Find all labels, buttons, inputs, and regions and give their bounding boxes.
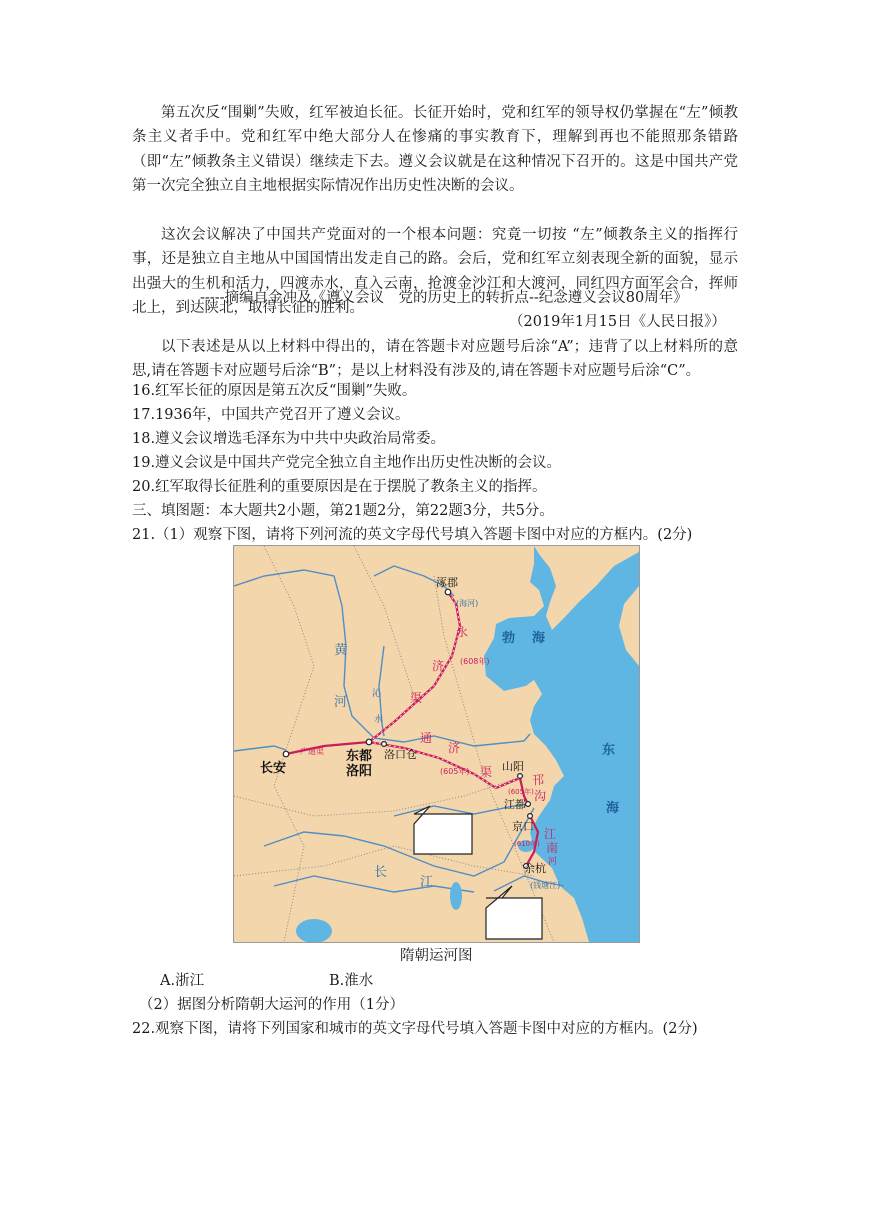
label-qin: 沁 [372, 689, 382, 699]
label-hangou-year: (605年) [508, 788, 534, 796]
label-yongji-2: 济 [432, 659, 445, 673]
passage-paragraph-2: 这次会议解决了中国共产党面对的一个根本问题：究竟一切按 “左”倾教条主义的指挥行事，还是独立自主地从中国国情出发走自己的路。会后，党和红军立刻表现全新的面貌，显示出强大的生机和活力，四渡赤水，直入云南，抢渡金沙江和大渡河，同红四方面军会合，挥师北上，到达陕北，取得长征的胜利。 [132, 227, 738, 317]
label-changan: 长安 [260, 761, 287, 776]
source-citation: -----摘编自金冲及《遵义会议 党的历史上的转折点--纪念遵义会议80周年》 [200, 290, 688, 306]
lake-poyang [450, 882, 462, 910]
passage-paragraph-1: 第五次反“围剿”失败，红军被迫长征。长征开始时，党和红军的领导权仍掌握在“左”倾教条主义者手中。党和红军中绝大部分人在惨痛的事实教育下，理解到再也不能照那条错路（即“左”倾教条主义错误）继续走下去。遵义会议就是在这种情况下召开的。这是中国共产党第一次完全独立自主地根据实际情况作出历史性决断的会议。 [132, 105, 738, 195]
marker-jingkou [528, 814, 533, 819]
statement-16: 16.红军长征的原因是第五次反“围剿”失败。 [132, 383, 417, 399]
answer-box-1[interactable] [414, 806, 472, 854]
marker-luokoucang [382, 742, 387, 747]
section-3-heading: 三、填图题：本大题共2小题，第21题2分，第22题3分，共5分。 [132, 503, 554, 519]
instruction-text: 以下表述是从以上材料中得出的，请在答题卡对应题号后涂“A”；违背了以上材料所的意思,请在答题卡对应题号后涂“B”；是以上材料没有涉及的,请在答题卡对应题号后涂“C”。 [132, 339, 738, 380]
option-b: B.淮水 [329, 973, 374, 989]
label-jiangnan-3: 河 [548, 857, 558, 867]
map-caption: 隋朝运河图 [400, 948, 473, 964]
answer-box-2[interactable] [486, 886, 542, 939]
label-jingkou: 京口 [512, 820, 534, 833]
label-donghai-2: 海 [606, 801, 620, 816]
statement-17: 17.1936年，中国共产党召开了遵义会议。 [132, 407, 410, 423]
label-guangtong: 广通渠 [300, 747, 324, 756]
label-tongji-1: 通 [420, 731, 433, 745]
marker-changan [283, 751, 289, 757]
label-jiangnan-year: (610年) [514, 840, 540, 848]
label-bohai-2: 海 [532, 631, 546, 646]
label-dongdu: 东都 [346, 749, 373, 764]
marker-shanyang [518, 774, 523, 779]
question-22-prompt: 22.观察下图，请将下列国家和城市的英文字母代号填入答题卡图中对应的方框内。(2分) [132, 1021, 698, 1037]
lake-dongting [296, 919, 332, 942]
label-yuhang: 余杭 [524, 862, 546, 875]
label-jiangnan-1: 江 [544, 827, 557, 841]
province-borders [234, 546, 557, 942]
label-jiangdu: 江都 [504, 798, 526, 811]
marker-zhuojun [445, 589, 451, 595]
label-huang: 黄 [334, 643, 348, 658]
label-tongji-2: 济 [448, 741, 461, 755]
label-hangou-1: 邗 [532, 773, 545, 787]
label-donghai-1: 东 [602, 743, 616, 758]
label-shanyang: 山阳 [502, 760, 524, 773]
label-tongji-3: 渠 [480, 765, 493, 779]
label-bohai-1: 勃 [502, 631, 516, 646]
marker-luoyang [366, 739, 372, 745]
label-luokoucang: 洛口仓 [384, 748, 417, 761]
label-yongji-1: 永 [456, 625, 469, 639]
label-luoyang: 洛阳 [346, 764, 373, 779]
label-jiangnan-2: 南 [546, 841, 559, 855]
label-shui: 水 [374, 715, 384, 725]
question-21-prompt: 21.（1）观察下图，请将下列河流的英文字母代号填入答题卡图中对应的方框内。(2分) [132, 527, 693, 543]
label-qiantang: (钱塘江) [530, 881, 561, 890]
statement-19: 19.遵义会议是中国共产党完全独立自主地作出历史性决断的会议。 [132, 455, 562, 471]
source-date: （2019年1月15日《人民日报》） [509, 314, 726, 330]
statement-20: 20.红军取得长征胜利的重要原因是在于摆脱了教条主义的指挥。 [132, 479, 547, 495]
map-svg [234, 546, 639, 942]
label-zhuojun: 涿郡 [436, 576, 458, 589]
marker-jiangdu [526, 802, 531, 807]
label-tongji-year: (605年) [440, 767, 470, 776]
sui-canal-map [233, 545, 640, 943]
statement-18: 18.遵义会议增选毛泽东为中共中央政治局常委。 [132, 431, 446, 447]
label-yongji-year: (608年) [460, 657, 490, 666]
label-hangou-2: 沟 [534, 789, 547, 803]
option-a: A.浙江 [160, 973, 205, 989]
label-he: 河 [334, 695, 348, 710]
label-jiang: 江 [420, 875, 434, 890]
label-chang: 长 [374, 865, 388, 880]
question-21-part-2: （2）据图分析隋朝大运河的作用（1分） [139, 997, 404, 1013]
label-haihe: (海河) [456, 599, 479, 608]
label-yongji-3: 渠 [410, 691, 423, 705]
